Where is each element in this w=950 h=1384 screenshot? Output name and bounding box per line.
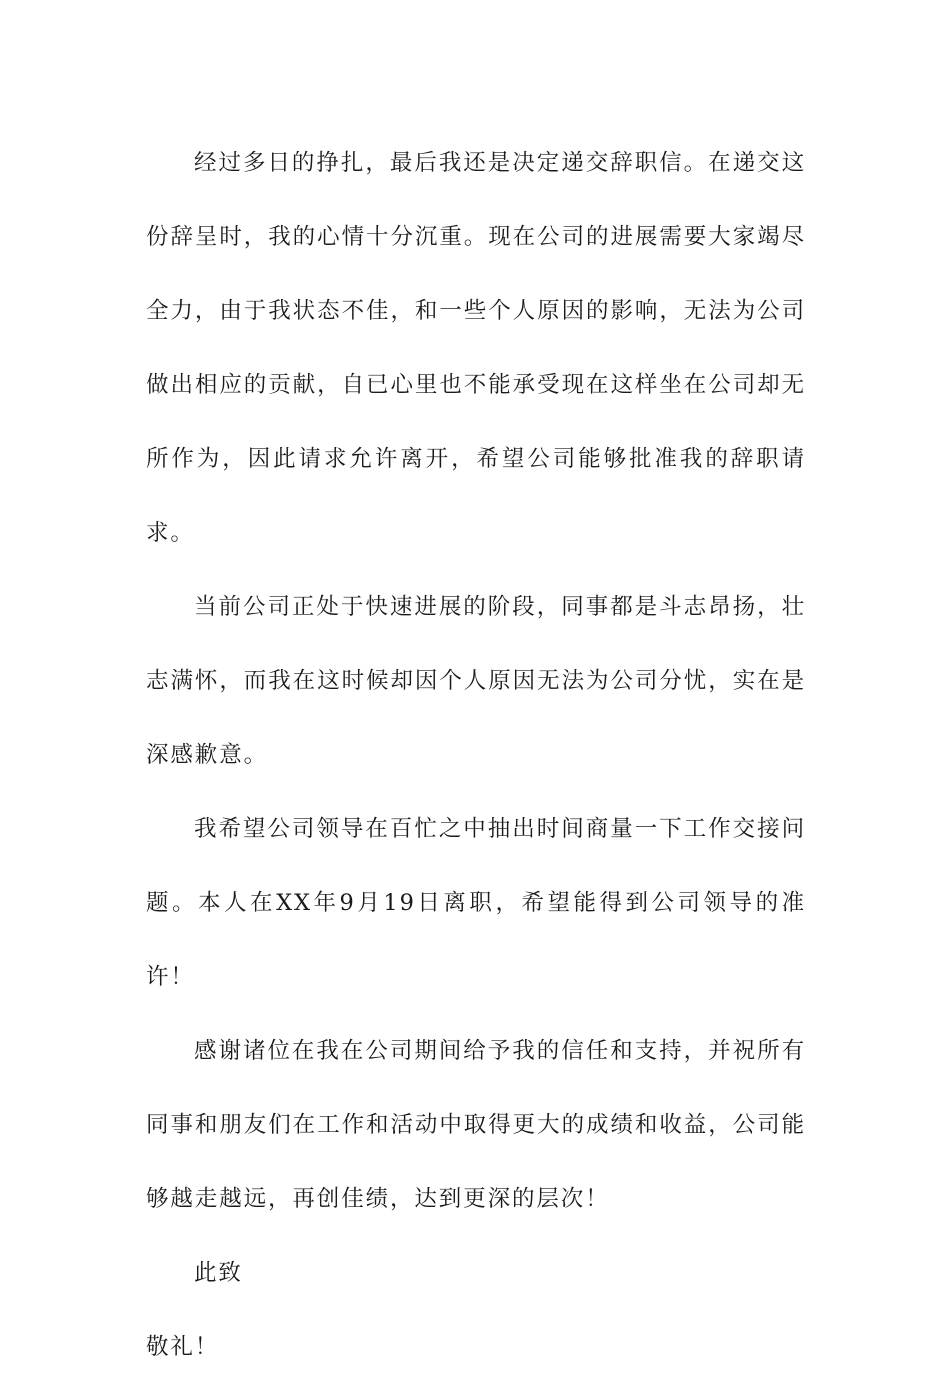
letter-body	[146, 126, 806, 1384]
closing-salutation: 此致	[194, 1260, 243, 1286]
paragraph-1: 经过多日的挣扎，最后我还是决定递交辞职信。在递交这份辞呈时，我的心情十分沉重。现在公司的进展需要大家竭尽全力，由于我状态不佳，和一些个人原因的影响，无法为公司做出相应的贡献，自已心里也不能承受现在这样坐在公司却无所作为，因此请求允许离开，希望公司能够批准我的辞职请求。	[146, 150, 806, 546]
closing-regards: 敬礼！	[146, 1334, 220, 1360]
paragraph-2: 当前公司正处于快速进展的阶段，同事都是斗志昂扬，壮志满怀，而我在这时候却因个人原因无法为公司分忧，实在是深感歉意。	[146, 594, 806, 768]
paragraph-3: 我希望公司领导在百忙之中抽出时间商量一下工作交接问题。本人在XX年9月19日离职，希望能得到公司领导的准许！	[146, 816, 806, 990]
paragraph-4: 感谢诸位在我在公司期间给予我的信任和支持，并祝所有同事和朋友们在工作和活动中取得更大的成绩和收益，公司能够越走越远，再创佳绩，达到更深的层次！	[146, 1038, 806, 1212]
